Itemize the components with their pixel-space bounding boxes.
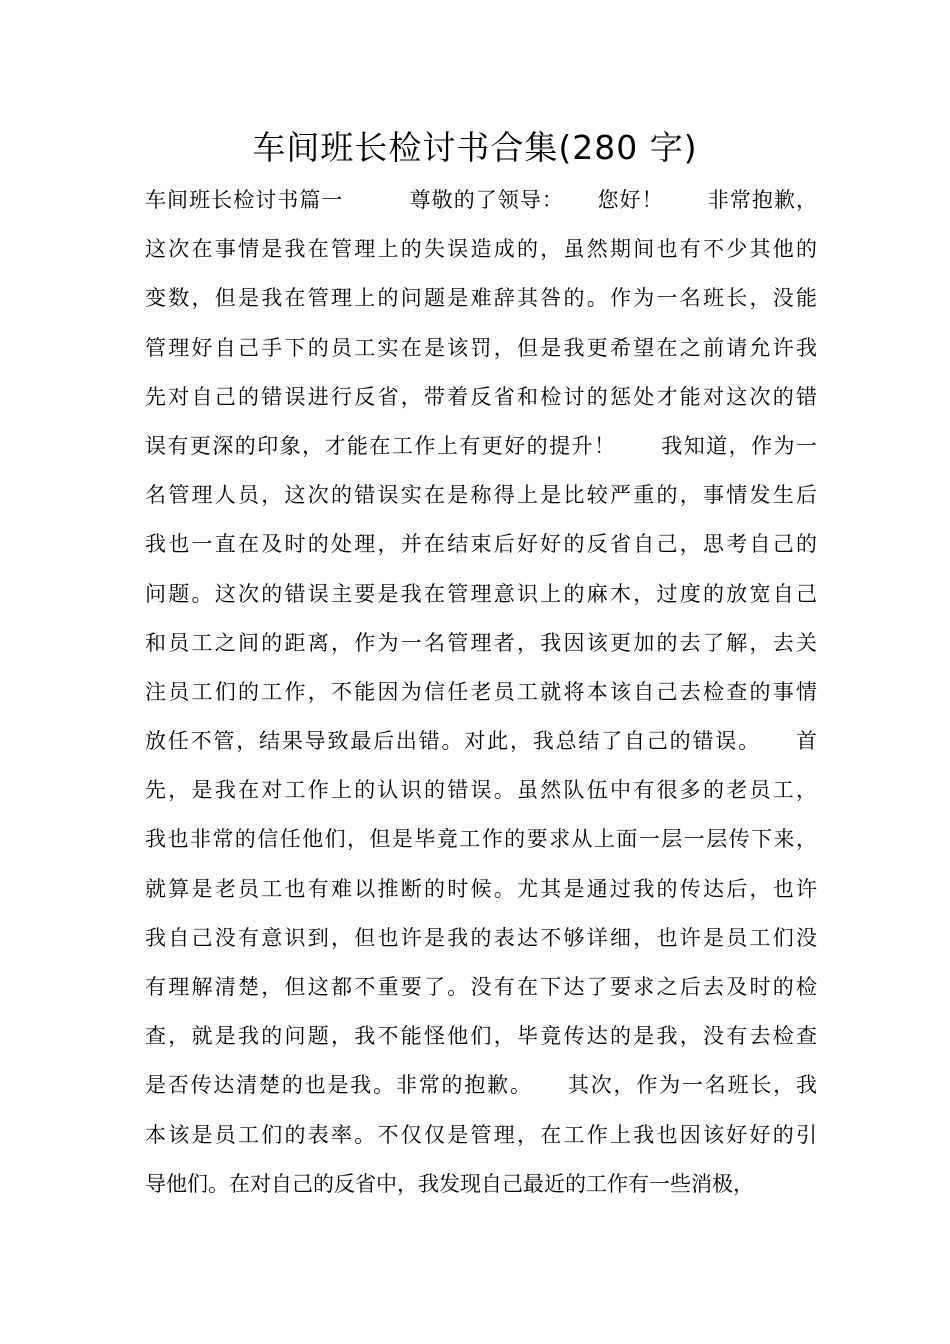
body-line: 是否传达清楚的也是我。非常的抱歉。 其次，作为一名班长，我	[145, 1073, 817, 1098]
body-line: 先，是我在对工作上的认识的错误。虽然队伍中有很多的老员工，	[145, 778, 817, 803]
body-line: 我也一直在及时的处理，并在结束后好好的反省自己，思考自己的	[145, 532, 817, 557]
body-line: 误有更深的印象，才能在工作上有更好的提升！ 我知道，作为一	[145, 433, 817, 458]
body-line: 名管理人员，这次的错误实在是称得上是比较严重的，事情发生后	[145, 483, 817, 508]
body-line: 管理好自己手下的员工实在是该罚，但是我更希望在之前请允许我	[145, 335, 817, 360]
body-line: 车间班长检讨书篇一 尊敬的了领导： 您好！ 非常抱歉，	[145, 188, 817, 212]
body-line: 先对自己的错误进行反省，带着反省和检讨的惩处才能对这次的错	[145, 384, 817, 409]
document-title: 车间班长检讨书合集(280 字)	[252, 128, 698, 167]
body-line: 我也非常的信任他们，但是毕竟工作的要求从上面一层一层传下来，	[145, 827, 817, 852]
body-line: 变数，但是我在管理上的问题是难辞其咎的。作为一名班长，没能	[145, 286, 817, 311]
body-line: 注员工们的工作，不能因为信任老员工就将本该自己去检查的事情	[145, 679, 817, 704]
body-line: 放任不管，结果导致最后出错。对此，我总结了自己的错误。 首	[145, 729, 817, 754]
body-line: 本该是员工们的表率。不仅仅是管理，在工作上我也因该好好的引	[145, 1122, 817, 1147]
body-line: 问题。这次的错误主要是我在管理意识上的麻木，过度的放宽自己	[145, 581, 817, 606]
document-body	[145, 182, 817, 1215]
body-line: 这次在事情是我在管理上的失误造成的，虽然期间也有不少其他的	[145, 237, 817, 262]
body-line: 我自己没有意识到，但也许是我的表达不够详细，也许是员工们没	[145, 925, 817, 950]
body-line: 有理解清楚，但这都不重要了。没有在下达了要求之后去及时的检	[145, 975, 817, 999]
body-line: 就算是老员工也有难以推断的时候。尤其是通过我的传达后，也许	[145, 876, 817, 901]
body-line: 和员工之间的距离，作为一名管理者，我因该更加的去了解，去关	[145, 630, 817, 655]
body-line: 查，就是我的问题，我不能怪他们，毕竟传达的是我，没有去检查	[145, 1024, 817, 1049]
body-line: 导他们。在对自己的反省中，我发现自己最近的工作有一些消极，	[145, 1171, 754, 1196]
